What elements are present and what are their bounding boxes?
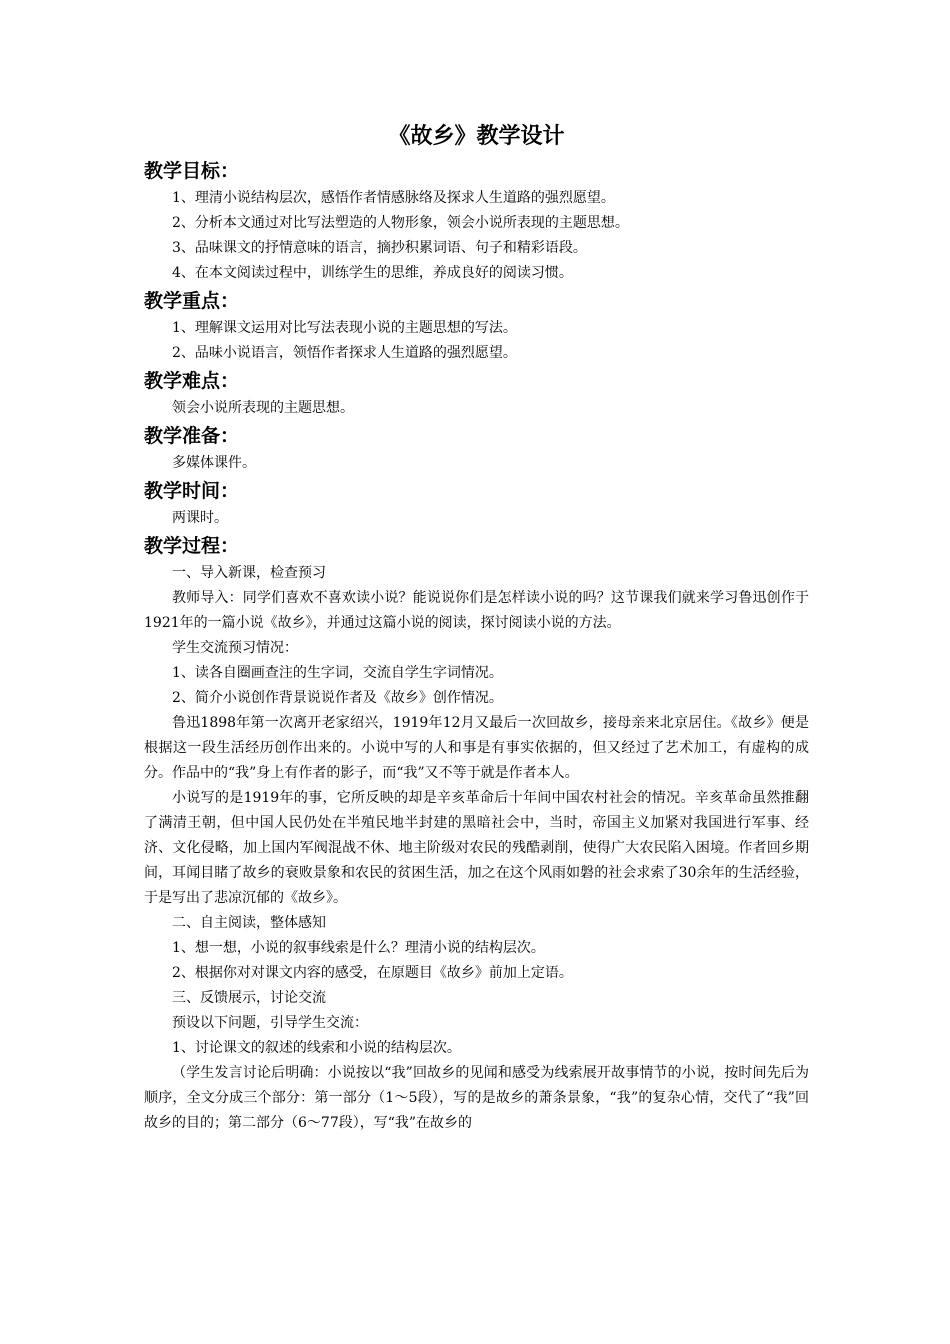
section-heading: 教学难点： (144, 370, 240, 392)
section (144, 476, 809, 531)
section-heading: 教学时间： (144, 480, 240, 502)
paragraph: 1、讨论课文的叙述的线索和小说的结构层次。 (172, 1040, 461, 1056)
section (144, 531, 809, 1136)
paragraph: 1、想一想，小说的叙事线索是什么？理清小说的结构层次。 (172, 940, 545, 956)
paragraph: 3、品味课文的抒情意味的语言，摘抄积累词语、句子和精彩语段。 (172, 240, 587, 256)
section-heading: 教学过程： (144, 535, 240, 557)
paragraph: 1、理清小说结构层次，感悟作者情感脉络及探求人生道路的强烈愿望。 (172, 190, 615, 206)
paragraph: 1、读各自圈画查注的生字词，交流自学生字词情况。 (172, 665, 503, 681)
paragraph: 教师导入：同学们喜欢不喜欢读小说？能说说你们是怎样读小说的吗？这节课我们就来学习鲁迅创作于1921年的一篇小说《故乡》，并通过这篇小说的阅读，探讨阅读小说的方法。 (144, 590, 809, 631)
paragraph: 1、理解课文运用对比写法表现小说的主题思想的写法。 (172, 320, 517, 336)
paragraph: 2、根据你对对课文内容的感受，在原题目《故乡》前加上定语。 (172, 965, 573, 981)
section (144, 286, 809, 366)
section (144, 156, 809, 286)
section-heading: 教学准备： (144, 425, 240, 447)
paragraph: 三、反馈展示，讨论交流 (172, 990, 326, 1006)
paragraph: 小说写的是1919年的事，它所反映的却是辛亥革命后十年间中国农村社会的情况。辛亥革命虽然推翻了满清王朝，但中国人民仍处在半殖民地半封建的黑暗社会中，当时，帝国主义加紧对我国进行军事、经济、文化侵略，加上国内军阀混战不休、地主阶级对农民的残酷剥削，使得广大农民陷入困境。作者回乡期间，耳闻目睹了故乡的衰败景象和农民的贫困生活，加之在这个风雨如磐的社会求索了30余年的生活经验，于是写出了悲凉沉郁的《故乡》。 (144, 790, 809, 906)
paragraph: 领会小说所表现的主题思想。 (172, 400, 354, 416)
section (144, 366, 809, 421)
section-heading: 教学目标： (144, 160, 240, 182)
paragraph: 一、导入新课，检查预习 (172, 565, 326, 581)
section (144, 421, 809, 476)
document-content (144, 120, 809, 1136)
paragraph: （学生发言讨论后明确：小说按以“我”回故乡的见闻和感受为线索展开故事情节的小说，按时间先后为顺序，全文分成三个部分：第一部分（1～5段），写的是故乡的萧条景象，“我”的复杂心情，交代了“我”回故乡的目的；第二部分（6～77段），写“我”在故乡的 (144, 1065, 809, 1131)
paragraph: 两课时。 (172, 510, 228, 526)
paragraph: 学生交流预习情况： (172, 640, 298, 656)
section-heading: 教学重点： (144, 290, 240, 312)
paragraph: 预设以下问题，引导学生交流： (172, 1015, 368, 1031)
paragraph: 二、自主阅读，整体感知 (172, 915, 326, 931)
paragraph: 2、品味小说语言，领悟作者探求人生道路的强烈愿望。 (172, 345, 517, 361)
document-title: 《故乡》教学设计 (388, 124, 565, 149)
paragraph: 多媒体课件。 (172, 455, 256, 471)
paragraph: 2、分析本文通过对比写法塑造的人物形象，领会小说所表现的主题思想。 (172, 215, 629, 231)
paragraph: 2、简介小说创作背景说说作者及《故乡》创作情况。 (172, 690, 503, 706)
paragraph: 鲁迅1898年第一次离开老家绍兴，1919年12月又最后一次回故乡，接母亲来北京居住。《故乡》便是根据这一段生活经历创作出来的。小说中写的人和事是有事实依据的，但又经过了艺术加工，有虚构的成分。作品中的“我”身上有作者的影子，而“我”又不等于就是作者本人。 (144, 715, 809, 781)
paragraph: 4、在本文阅读过程中，训练学生的思维，养成良好的阅读习惯。 (172, 265, 573, 281)
document-sections (144, 156, 809, 1136)
